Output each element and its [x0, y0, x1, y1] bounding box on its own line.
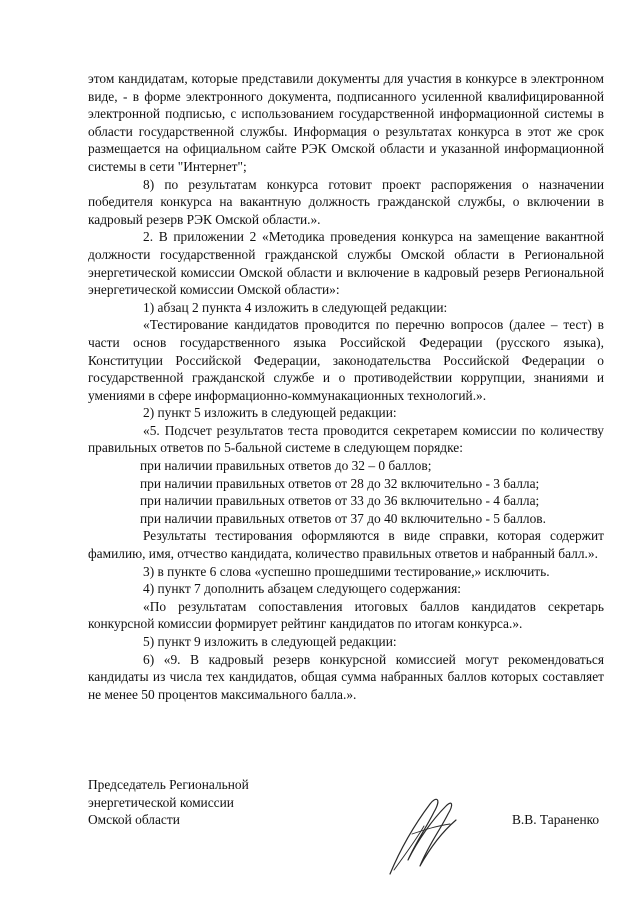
position-line: энергетической комиссии	[88, 794, 234, 810]
document-body	[88, 70, 604, 703]
paragraph-sub-5: 5) пункт 9 изложить в следующей редакции:	[143, 634, 397, 649]
position-line: Председатель Региональной	[88, 777, 249, 792]
paragraph-sub-4: 4) пункт 7 дополнить абзацем следующего содержания:	[143, 581, 462, 597]
score-line-3: при наличии правильных ответов от 28 до 32 включительно - 3 балла;	[140, 475, 540, 491]
paragraph-section-2: 2. В приложении 2 «Методика проведения конкурса на замещение вакантной должности государственной гражданской службы Омской области в Региональной энергетической комиссии Омской области и включение в кадровый резерв Региональной энергетической комиссии Омской области»:	[88, 229, 604, 298]
paragraph-results: Результаты тестирования оформляются в виде справки, которая содержит фамилию, имя, отчество кандидата, количество правильных ответов и набранный балл.».	[88, 528, 604, 562]
signatory-name: В.В. Тараненко	[512, 812, 600, 827]
score-line-4: при наличии правильных ответов от 33 до 36 включительно - 4 балла;	[140, 493, 540, 509]
position-line: Омской области	[88, 812, 180, 828]
handwritten-signature	[372, 790, 472, 880]
paragraph-sub-3: 3) в пункте 6 слова «успешно прошедшими тестирование,» исключить.	[143, 563, 550, 579]
paragraph-sub-1: 1) абзац 2 пункта 4 изложить в следующей редакции:	[143, 299, 448, 315]
paragraph-testing: «Тестирование кандидатов проводится по перечню вопросов (далее – тест) в части основ государственного языка Российской Федерации (русского языка), Конституции Российской Федерации, законодательства Российской Федерации о государственной гражданской службе и о противодействии коррупции, знаниями и умениями в сфере информационно-коммунакационных технологий.».	[88, 317, 604, 403]
paragraph-sub-6: 6) «9. В кадровый резерв конкурсной комиссией могут рекомендоваться кандидаты из числа тех кандидатов, общая сумма набранных баллов которых составляет не менее 50 процентов максимального балла.».	[88, 651, 604, 702]
paragraph-sub-2: 2) пункт 5 изложить в следующей редакции:	[143, 405, 397, 421]
paragraph-point-5: «5. Подсчет результатов теста проводится секретарем комиссии по количеству правильных ответов по 5-бальной системе в следующем порядке:	[88, 422, 604, 456]
paragraph-item-8: 8) по результатам конкурса готовит проект распоряжения о назначении победителя конкурса на вакантную должность гражданской службы, о включении в кадровый резерв РЭК Омской области.».	[88, 176, 604, 227]
signatory-position	[88, 776, 249, 829]
paragraph-rating: «По результатам сопоставления итоговых баллов кандидатов секретарь конкурсной комиссии формирует рейтинг кандидатов по итогам конкурса.».	[88, 598, 604, 632]
score-line-5: при наличии правильных ответов от 37 до 40 включительно - 5 баллов.	[140, 510, 546, 526]
paragraph-continuation: этом кандидатам, которые представили документы для участия в конкурсе в электронном виде, - в форме электронного документа, подписанного усиленной квалифицированной электронной подписью, с использованием государственной информационной системы в области государственной службы. Информация о результатах конкурса в этот же срок размещается на официальном сайте РЭК Омской области и указанной информационной системы в сети "Интернет";	[88, 71, 604, 174]
score-line-0: при наличии правильных ответов до 32 – 0 баллов;	[140, 458, 432, 474]
